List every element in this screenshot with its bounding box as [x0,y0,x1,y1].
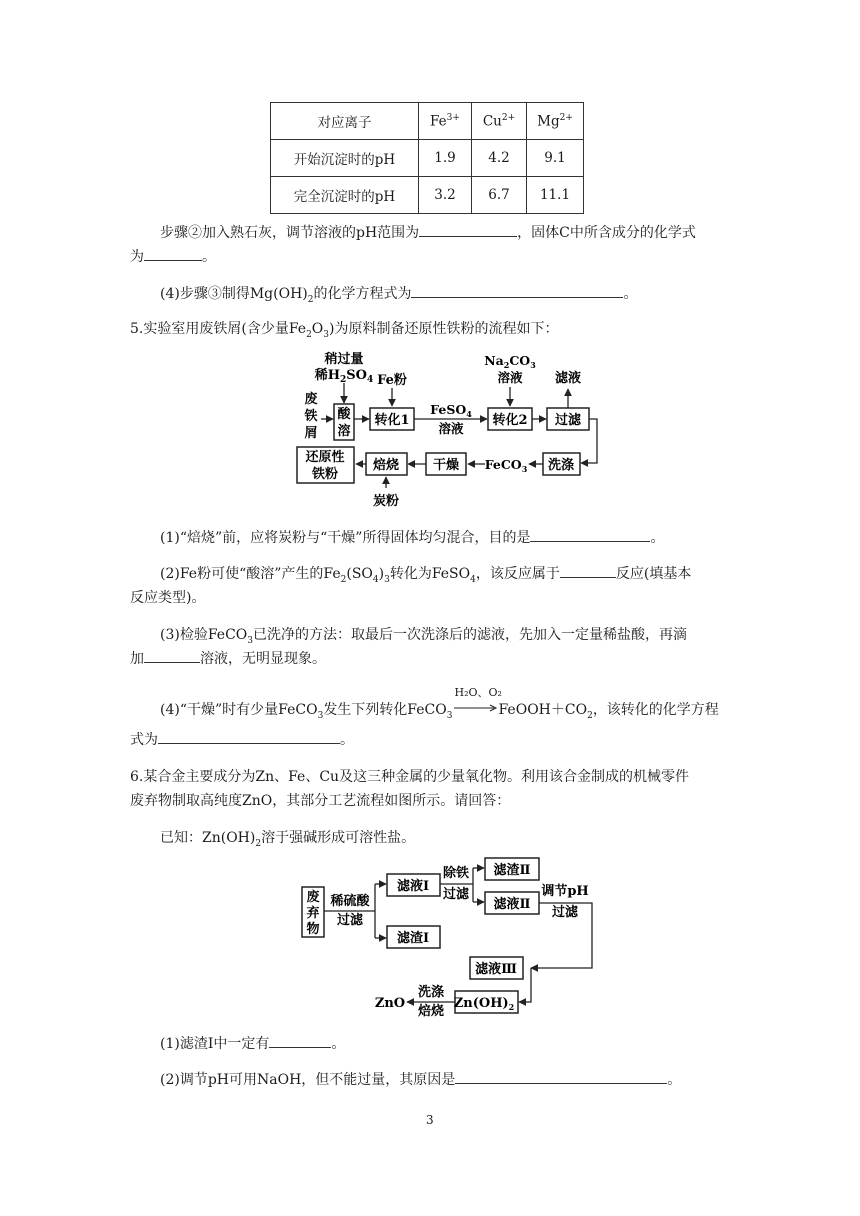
reagent-label: 稍过量 [324,352,364,367]
flow-label: 过滤 [551,905,579,920]
question-5-3-line2: 加 溶液，无明显现象。 [130,651,326,667]
flow-label: 滤液 [554,371,582,386]
table-row [271,140,584,177]
reagent-label: 溶液 [497,370,523,385]
box-label: 滤渣Ⅱ [493,863,531,878]
table-cell: 开始沉淀时的pH [271,140,419,177]
precipitation-ph-table [270,102,584,214]
page-number: 3 [426,1113,434,1127]
box-label: 滤液Ⅱ [493,897,531,912]
box-label: 洗涤 [547,458,575,473]
scrap-label: 铁 [304,409,318,424]
scrap-label: 屑 [304,426,318,441]
answer-blank[interactable] [158,731,340,744]
question-4-3-line2: 为 。 [130,249,216,265]
arrow-condition-label: H₂O、O₂ [454,686,502,699]
question-4-3-line1: 步骤②加入熟石灰，调节溶液的pH范围为 ，固体C中所含成分的化学式 [160,225,696,241]
flow-label: 过滤 [442,887,470,902]
question-5-2-line2: 反应类型)。 [130,590,206,606]
box-label: 弃 [306,906,320,921]
question-5-1: (1)“焙烧”前，应将炭粉与“干燥”所得固体均匀混合，目的是 。 [160,530,665,546]
box-label: 滤液Ⅰ [396,879,430,894]
question-6-1: (1)滤渣Ⅰ中一定有 。 [160,1036,346,1052]
question-4-4: (4)步骤③制得$Mg(OH)_2$的化学方程式为 。 [160,286,638,305]
box-label: 酸 [337,407,351,422]
answer-blank[interactable] [144,248,202,261]
answer-blank[interactable] [411,285,623,298]
flow-label: 溶液 [438,421,464,436]
question-5-intro: 5.实验室用废铁屑(含少量$Fe_2O_3$)为原料制备还原性铁粉的流程如下： [130,321,559,340]
answer-blank[interactable] [144,650,200,663]
iron-powder-flowchart [0,345,860,515]
flow-label: 过滤 [336,913,364,928]
box-label: 废 [306,890,320,905]
table-cell: 11.1 [527,177,584,214]
scrap-label: 废 [304,392,318,407]
flow-label: FeSO$_4$ [430,402,472,419]
flow-label: 除铁 [442,866,470,881]
box-label: 还原性 [305,450,345,465]
table-header-row [271,103,584,140]
reagent-label: 稀$H_2SO_4$ [314,368,374,385]
question-6-intro-line2: 废弃物制取高纯度ZnO，其部分工艺流程如图所示。请回答： [130,793,511,809]
question-5-2-line1: (2)Fe粉可使“酸溶”产生的$Fe_2(SO_4)_3$转化为FeSO$_4$，该反应属于 反应(填基本 [160,566,692,585]
box-label: 铁粉 [311,467,339,482]
reaction-arrow [452,686,502,714]
answer-blank[interactable] [419,224,517,237]
box-label: $Zn(OH)_2$ [453,996,515,1012]
question-6-2: (2)调节pH可用NaOH，但不能过量，其原因是 。 [160,1072,682,1088]
flow-label: 焙烧 [417,1004,445,1019]
reagent-label: 炭粉 [372,494,400,509]
table-header-cell: $Fe^{3+}$ [419,103,472,140]
table-cell: 6.7 [472,177,527,214]
arrow-icon [452,700,498,714]
question-5-3-line1: (3)检验FeCO$_3$已洗净的方法：取最后一次洗涤后的滤液，先加入一定量稀盐酸，再滴 [160,627,687,646]
box-label: 过滤 [554,413,582,428]
question-6-intro-line1: 6.某合金主要成分为Zn、Fe、Cu及这三种金属的少量氧化物。利用该合金制成的机械零件 [130,769,690,785]
table-header-cell: $Mg^{2+}$ [527,103,584,140]
answer-blank[interactable] [455,1071,667,1084]
answer-blank[interactable] [269,1035,331,1048]
flow-label: 稀硫酸 [330,894,370,909]
box-label: 物 [306,922,320,937]
box-label: 干燥 [432,458,460,473]
answer-blank[interactable] [530,529,650,542]
box-label: 转化2 [492,413,528,428]
reagent-label: Fe粉 [377,373,407,388]
table-cell: 3.2 [419,177,472,214]
product-label: ZnO [374,996,406,1011]
zno-flowchart [0,850,860,1020]
box-label: 滤液Ⅲ [475,962,517,977]
reagent-label: $Na_2CO_3$ [484,353,536,370]
table-row [271,177,584,214]
box-label: 焙烧 [372,458,400,473]
question-6-known: 已知：$Zn(OH)_2$溶于强碱形成可溶性盐。 [160,830,416,849]
table-header-cell: 对应离子 [271,103,419,140]
table-cell: 1.9 [419,140,472,177]
flow-label: FeCO$_3$ [484,457,528,474]
table-cell: 9.1 [527,140,584,177]
box-label: 转化1 [374,413,410,428]
box-label: 滤渣Ⅰ [396,931,430,946]
table-header-cell: $Cu^{2+}$ [472,103,527,140]
table-cell: 4.2 [472,140,527,177]
box-label: 溶 [337,424,351,439]
question-5-4-line1: (4)“干燥”时有少量FeCO$_3$发生下列转化FeCO$_3$ H₂O、O₂ $FeOOH+CO_2$，该转化的化学方程 [160,686,719,721]
flow-label: 调节pH [541,884,589,899]
flow-label: 洗涤 [417,985,445,1000]
question-5-4-line2: 式为 。 [130,732,354,748]
table-cell: 完全沉淀时的pH [271,177,419,214]
answer-blank[interactable] [560,565,616,578]
